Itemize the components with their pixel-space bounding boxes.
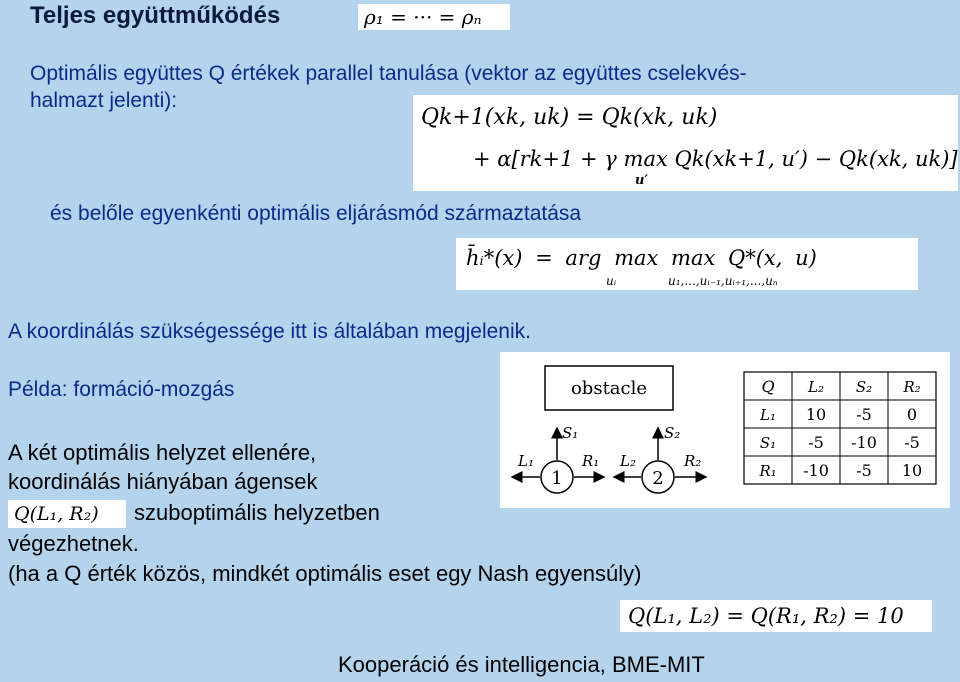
- body-line-2: koordinálás hiányában ágensek: [8, 469, 318, 494]
- nash-formula: Q(L₁, L₂) = Q(R₁, R₂) = 10: [620, 600, 932, 632]
- slide-title: Teljes együttműködés: [30, 2, 281, 29]
- payoff-table: [744, 372, 936, 484]
- derive-text: és belőle egyenkénti optimális eljárásmód származtatása: [50, 202, 582, 225]
- label-r2: R₂: [684, 452, 702, 470]
- update-formula-line-1: Qk+1(xk, uk) = Qk(xk, uk): [421, 105, 718, 130]
- table-col-header: L₂: [808, 378, 824, 396]
- intro-line-1: Optimális együttes Q értékek parallel tanulása (vektor az együttes cselekvés-: [30, 62, 747, 85]
- body-line-4: végezhetnek.: [8, 531, 139, 556]
- table-col-header: S₂: [855, 378, 873, 396]
- agent-1-label: 1: [551, 468, 563, 489]
- intro-line-2: halmazt jelenti):: [30, 89, 178, 112]
- example-title: Példa: formáció-mozgás: [8, 378, 235, 401]
- label-l2: L₂: [620, 452, 636, 470]
- table-row-header: S₁: [759, 434, 777, 452]
- body-line-3-formula: Q(L₁, R₂): [8, 500, 126, 528]
- label-r1: R₁: [582, 452, 600, 470]
- update-formula-line-2: + α[rk+1 + γ max Qk(xk+1, u′) − Qk(xk, uk)]: [473, 147, 958, 171]
- policy-formula-main: h̄ᵢ*(x) = arg max max Q*(x, u): [466, 246, 817, 270]
- table-cell: -10: [851, 433, 877, 452]
- policy-sub-max: u₁,...,uᵢ₋₁,uᵢ₊₁,...,uₙ: [668, 274, 778, 288]
- table-row-header: L₁: [760, 406, 776, 424]
- formation-figure: [500, 352, 950, 508]
- update-formula-sub: u′: [635, 173, 648, 188]
- table-cell: -10: [803, 461, 829, 480]
- body-line-5: (ha a Q érték közös, mindkét optimális eset egy Nash egyensúly): [8, 561, 642, 586]
- body-line-3-text: szuboptimális helyzetben: [134, 500, 380, 525]
- update-formula: [413, 95, 958, 191]
- title-formula: ρ₁ = ··· = ρₙ: [358, 4, 510, 30]
- table-cell: 10: [805, 405, 827, 424]
- label-s2: S₂: [664, 424, 681, 442]
- label-l1: L₁: [518, 452, 534, 470]
- coordination-text: A koordinálás szükségessége itt is általában megjelenik.: [8, 320, 531, 343]
- table-cell: -5: [856, 461, 872, 480]
- table-cell: 10: [901, 461, 923, 480]
- obstacle-label: obstacle: [570, 378, 648, 399]
- table-cell: -5: [856, 405, 872, 424]
- table-corner: Q: [761, 377, 775, 396]
- agent-2-label: 2: [652, 468, 664, 489]
- table-row-header: R₁: [759, 462, 777, 480]
- policy-sub-argmax: uᵢ: [606, 274, 617, 288]
- table-cell: -5: [904, 433, 920, 452]
- formation-diagram: [500, 352, 950, 508]
- body-line-1: A két optimális helyzet ellenére,: [8, 440, 317, 465]
- slide-footer: Kooperáció és intelligencia, BME-MIT: [338, 652, 705, 677]
- table-cell: 0: [906, 405, 918, 424]
- policy-formula: [456, 238, 918, 290]
- table-col-header: R₂: [903, 378, 921, 396]
- label-s1: S₁: [562, 424, 579, 442]
- table-cell: -5: [808, 433, 824, 452]
